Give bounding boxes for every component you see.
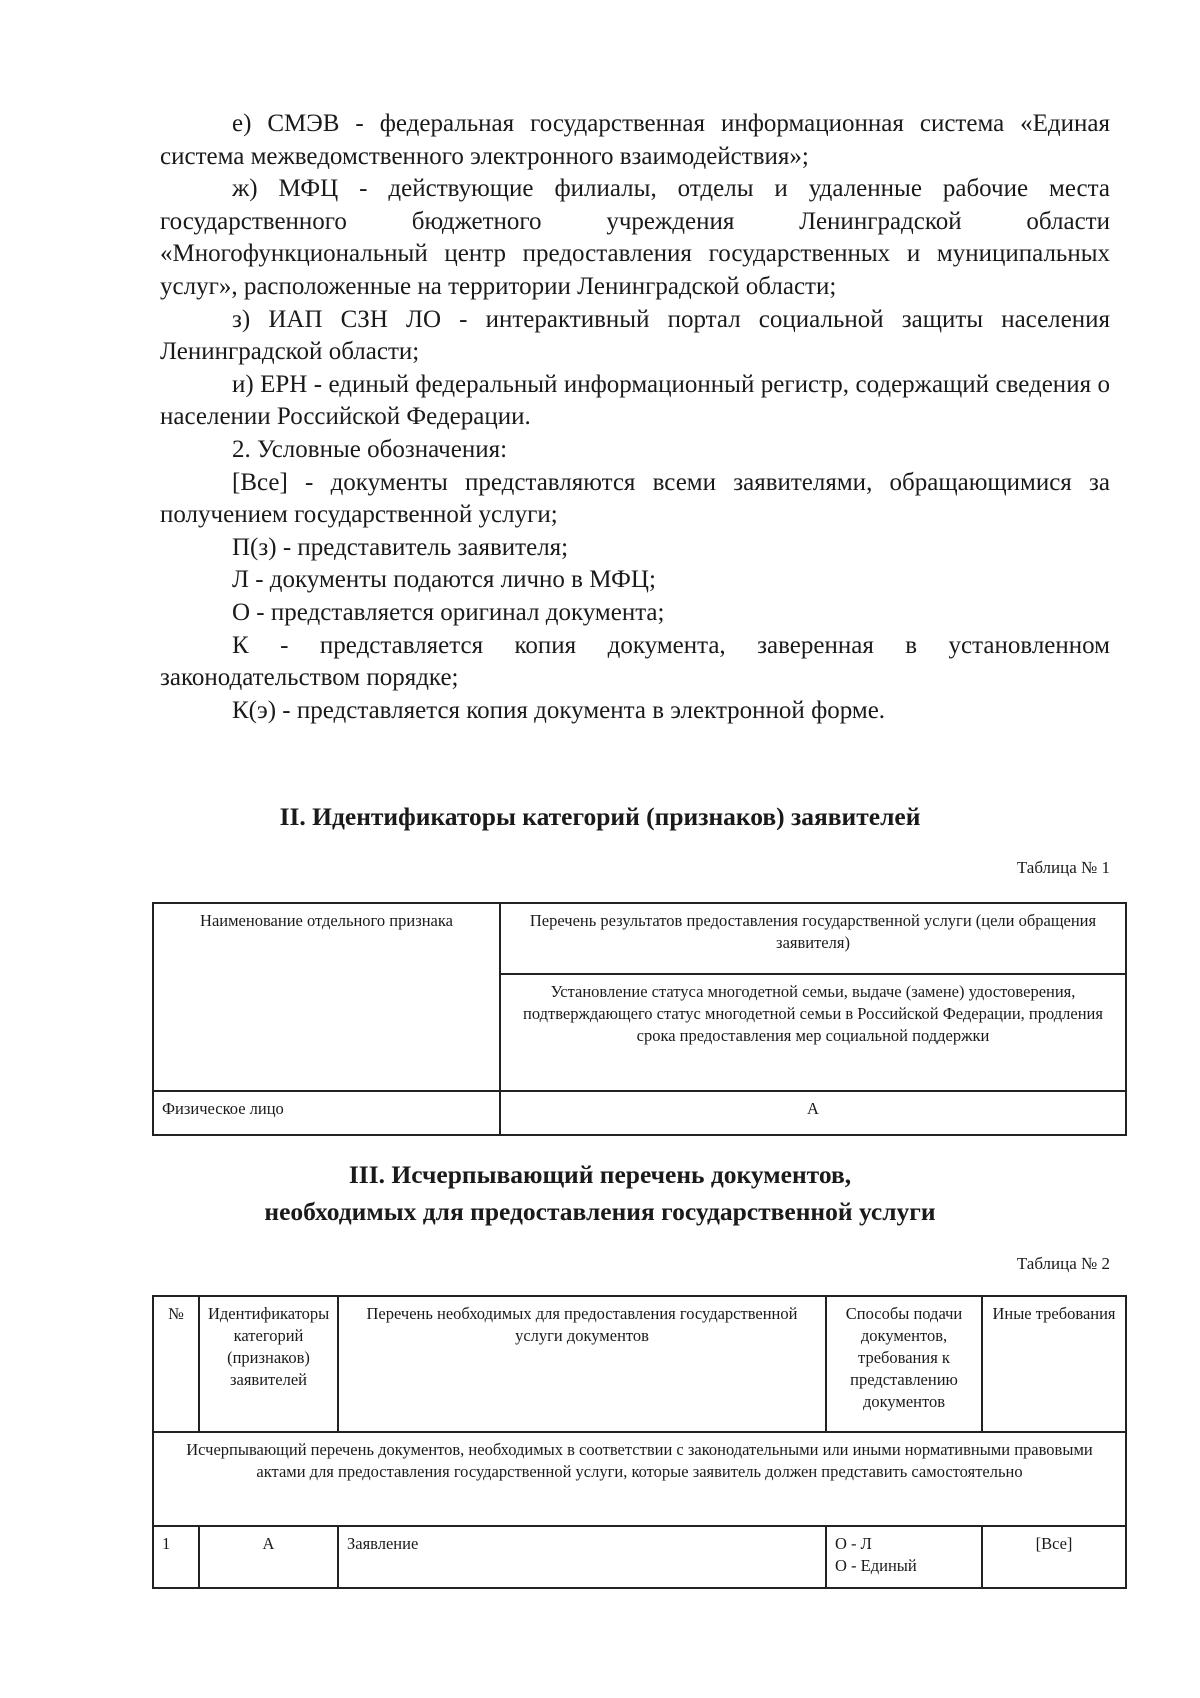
header-documents-list: Перечень необходимых для предоставления государственной услуги документов — [338, 1296, 826, 1432]
legend-item-original: О - представляется оригинал документа; — [232, 598, 665, 626]
section-title-documents-line1: III. Исчерпывающий перечень документов, — [348, 1160, 852, 1189]
row-document-application: Заявление — [338, 1526, 826, 1588]
header-results-list: Перечень результатов предоставления государственной услуги (цели обращения заявителя) — [500, 903, 1126, 974]
documents-table — [152, 1295, 1127, 1589]
result-description: Установление статуса многодетной семьи, выдаче (замене) удостоверения, подтверждающего статус многодетной семьи в Российской Федерации, продления срока предоставления мер социальной поддержки — [500, 974, 1126, 1091]
header-number: № — [153, 1296, 199, 1432]
header-category-identifiers: Идентификаторы категорий (признаков) заявителей — [199, 1296, 338, 1432]
legend-heading: 2. Условные обозначения: — [232, 435, 508, 463]
row-label-physical-person: Физическое лицо — [153, 1091, 500, 1135]
row-number: 1 — [153, 1526, 199, 1588]
legend-item-electronic-copy: К(э) - представляется копия документа в электронной форме. — [232, 696, 886, 724]
legend-item-representative: П(з) - представитель заявителя; — [232, 533, 569, 561]
header-feature-name: Наименование отдельного признака — [153, 903, 500, 1091]
table-caption-2: Таблица № 2 — [1016, 1254, 1110, 1273]
method-original-personal: О - Л — [835, 1534, 872, 1553]
section-title-documents-line2: необходимых для предоставления государственной услуги — [264, 1197, 936, 1226]
method-original-unified: О - Единый — [835, 1556, 917, 1575]
row-value-identifier: А — [500, 1091, 1126, 1135]
table-caption-1: Таблица № 1 — [1016, 858, 1110, 877]
definitions-block — [160, 108, 1110, 727]
row-submission-methods — [826, 1526, 982, 1588]
row-identifier: А — [199, 1526, 338, 1588]
legend-item-all: [Все] - документы представляются всеми заявителями, обращающимися за получением государственной услуги; — [160, 468, 1110, 529]
header-other-requirements: Иные требования — [982, 1296, 1126, 1432]
header-submission-methods: Способы подачи документов, требования к представлению документов — [826, 1296, 982, 1432]
definition-item-ern: и) ЕРН - единый федеральный информационный регистр, содержащий сведения о населении Российской Федерации. — [160, 370, 1110, 431]
legend-item-personal: Л - документы подаются лично в МФЦ; — [232, 566, 656, 594]
row-other-requirements: [Все] — [982, 1526, 1126, 1588]
definition-item-mfc: ж) МФЦ - действующие филиалы, отделы и удаленные рабочие места государственного бюджетного учреждения Ленинградской области «Многофункциональный центр предоставления государственных и муниципальных услуг», расположенные на территории Ленинградской области; — [160, 175, 1110, 300]
identifiers-table — [152, 902, 1127, 1136]
section-title-identifiers: II. Идентификаторы категорий (признаков) заявителей — [279, 802, 921, 831]
definition-item-smev: е) СМЭВ - федеральная государственная информационная система «Единая система межведомственного электронного взаимодействия»; — [160, 110, 1110, 170]
subheader-exhaustive-list: Исчерпывающий перечень документов, необходимых в соответствии с законодательными или иными нормативными правовыми актами для предоставления государственной услуги, которые заявитель должен представить самостоятельно — [153, 1432, 1126, 1526]
legend-item-copy: К - представляется копия документа, заверенная в установленном законодательством порядке; — [160, 631, 1110, 692]
definition-item-iap: з) ИАП СЗН ЛО - интерактивный портал социальной защиты населения Ленинградской области; — [160, 305, 1110, 366]
